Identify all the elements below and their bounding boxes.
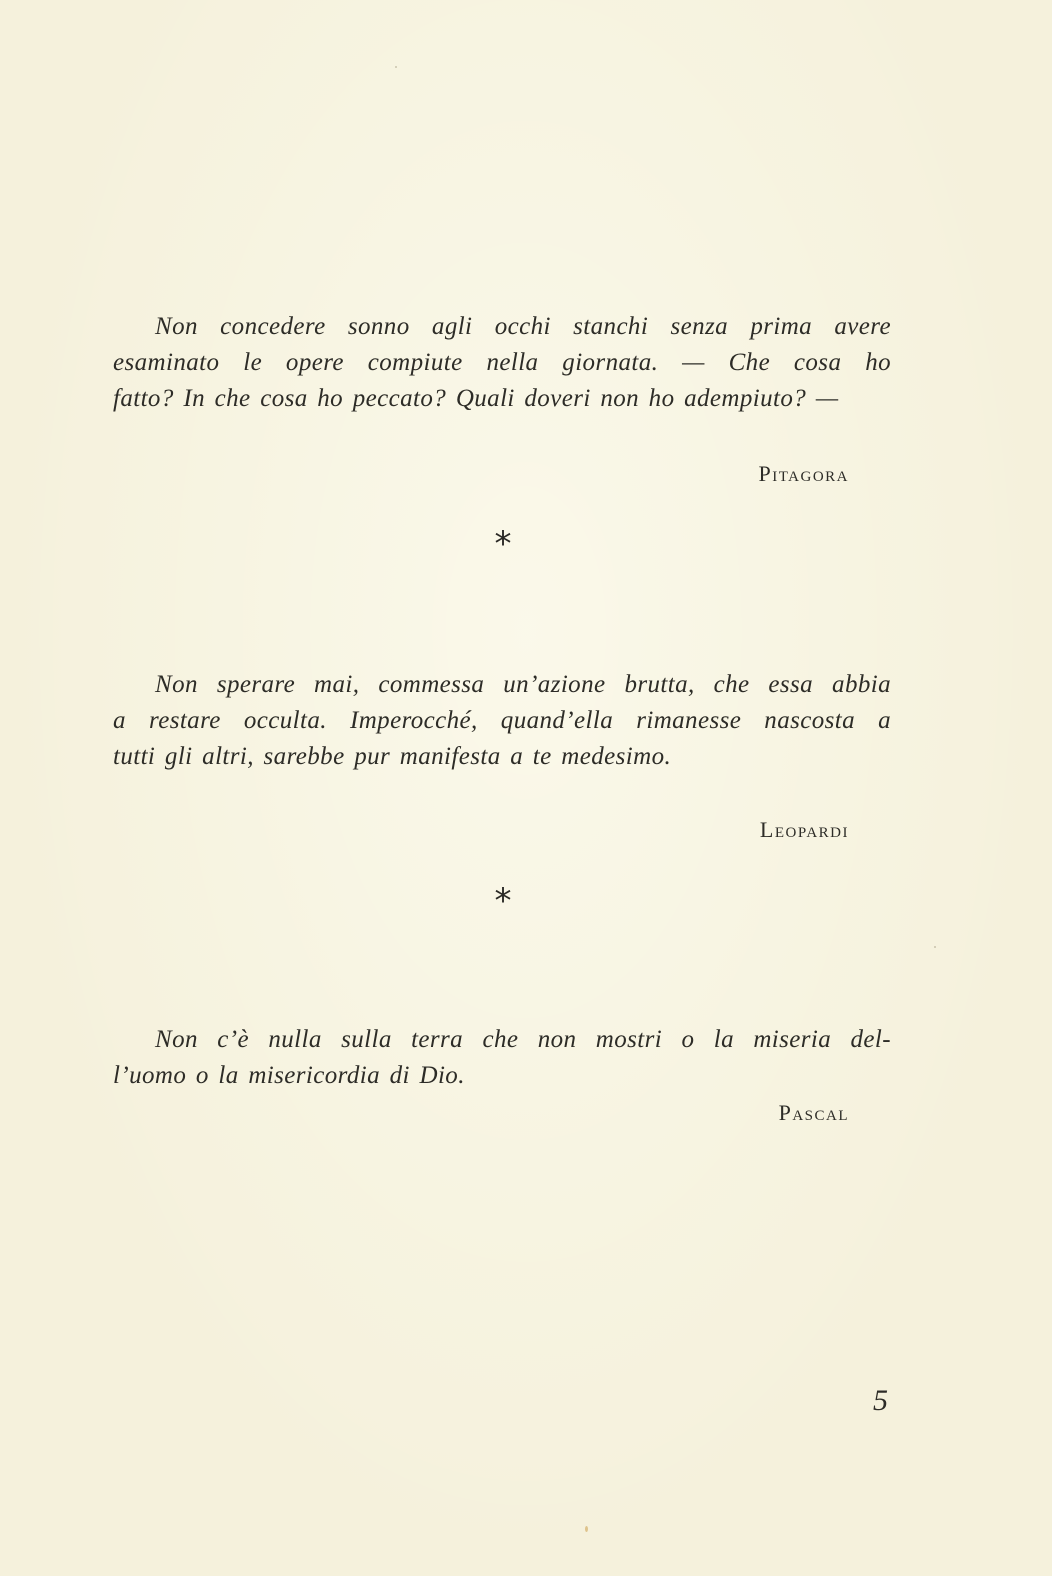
paper-speck bbox=[934, 946, 936, 948]
author-pitagora: Pitagora bbox=[758, 461, 849, 486]
quote-line: l’uomo o la misericordia di Dio. bbox=[113, 1062, 465, 1089]
quote-line: tutti gli altri, sarebbe pur manifesta a te medesimo. bbox=[113, 743, 672, 770]
asterisk-separator: * bbox=[494, 881, 512, 921]
quote-pitagora bbox=[113, 309, 891, 417]
quote-line: Non concedere sonno agli occhi stanchi senza prima avere bbox=[155, 313, 891, 340]
paper-speck bbox=[395, 66, 397, 68]
quote-line: Non sperare mai, commessa un’azione brutta, che essa abbia bbox=[155, 671, 891, 698]
quote-line: a restare occulta. Imperocché, quand’ella rimanesse nascosta a bbox=[113, 707, 891, 734]
quote-line: Non c’è nulla sulla terra che non mostri o la miseria del- bbox=[155, 1026, 891, 1053]
paper-speck bbox=[585, 1526, 588, 1532]
asterisk-separator: * bbox=[494, 524, 512, 564]
author-pascal: Pascal bbox=[778, 1100, 849, 1125]
page-number: 5 bbox=[873, 1384, 888, 1417]
author-leopardi: Leopardi bbox=[759, 817, 849, 842]
quote-line: fatto? In che cosa ho peccato? Quali doveri non ho adempiuto? — bbox=[113, 385, 839, 412]
quote-line: esaminato le opere compiute nella giornata. — Che cosa ho bbox=[113, 349, 891, 376]
quote-pascal bbox=[113, 1022, 891, 1094]
quote-leopardi bbox=[113, 667, 891, 775]
